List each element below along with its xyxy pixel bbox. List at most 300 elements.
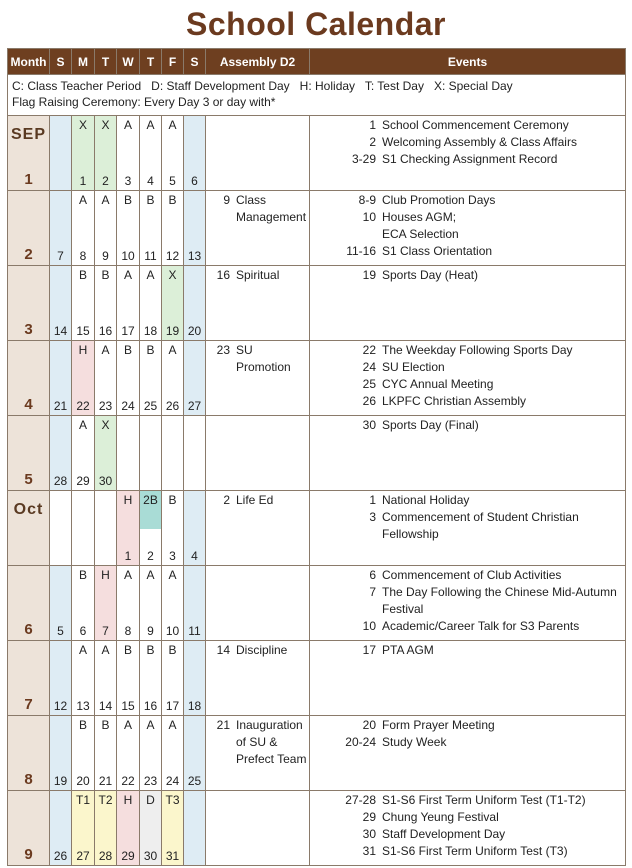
assembly-item	[206, 642, 309, 659]
week-number: 8	[24, 771, 33, 788]
day-number: 20	[76, 774, 90, 788]
day-code: X	[101, 418, 110, 432]
assembly-cell	[206, 641, 310, 716]
day-cell	[162, 791, 184, 866]
month-cell	[8, 116, 50, 191]
assembly-date: 9	[223, 193, 230, 207]
event-date: 3-29	[351, 152, 376, 166]
day-number: 19	[165, 324, 180, 338]
day-code: B	[168, 493, 177, 507]
event-text: S1-S6 First Term Uniform Test (T3)	[382, 844, 568, 858]
event-date: 10	[362, 210, 376, 224]
events-cell	[310, 191, 626, 266]
day-number: 17	[165, 699, 180, 713]
event-item	[310, 267, 625, 284]
assembly-date: 2	[223, 493, 230, 507]
day-number: 10	[121, 249, 135, 263]
day-code: H	[123, 493, 133, 507]
day-cell	[50, 791, 72, 866]
day-cell	[184, 716, 206, 791]
header-events: Events	[310, 49, 626, 75]
day-cell	[95, 191, 117, 266]
day-code: H	[101, 568, 110, 582]
day-code	[184, 191, 205, 193]
header-row	[8, 49, 626, 75]
day-code: A	[101, 343, 110, 357]
day-code: A	[101, 193, 110, 207]
day-cell	[95, 266, 117, 341]
event-text: Commencement of Student Christian Fellowship	[382, 510, 579, 541]
events-cell	[310, 791, 626, 866]
events-cell	[310, 716, 626, 791]
day-cell	[50, 566, 72, 641]
assembly-topic: Spiritual	[236, 268, 280, 282]
event-date: 11-16	[346, 244, 376, 258]
day-code	[95, 491, 116, 493]
assembly-item	[206, 492, 309, 509]
day-code: A	[123, 268, 132, 282]
day-cell	[162, 191, 184, 266]
day-cell	[162, 716, 184, 791]
day-cell	[95, 491, 117, 566]
day-code	[140, 416, 161, 418]
event-item	[310, 792, 625, 809]
day-code: B	[78, 718, 87, 732]
day-cell	[140, 566, 162, 641]
month-cell	[8, 641, 50, 716]
event-text: S1 Checking Assignment Record	[382, 152, 558, 166]
day-code	[50, 116, 71, 118]
day-number: 29	[76, 474, 90, 488]
event-text: Staff Development Day	[382, 827, 506, 841]
assembly-topic: SU Promotion	[236, 343, 291, 374]
event-item	[310, 734, 625, 751]
event-item	[310, 509, 625, 543]
day-code: X	[168, 268, 177, 282]
day-number: 24	[121, 399, 135, 413]
day-number: 21	[53, 399, 68, 413]
day-code	[50, 341, 71, 343]
assembly-cell	[206, 566, 310, 641]
event-item	[310, 151, 625, 168]
day-code: B	[123, 343, 132, 357]
day-cell	[117, 266, 140, 341]
day-cell	[184, 491, 206, 566]
event-item	[310, 342, 625, 359]
event-item	[310, 584, 625, 618]
event-text: SU Election	[382, 360, 445, 374]
day-number: 24	[165, 774, 180, 788]
event-date: 25	[362, 377, 376, 391]
event-text: PTA AGM	[382, 643, 434, 657]
week-row	[8, 341, 626, 416]
day-number: 3	[169, 549, 176, 563]
day-code	[184, 791, 205, 793]
day-cell	[184, 266, 206, 341]
day-number: 6	[191, 174, 198, 188]
day-number: 30	[98, 474, 113, 488]
day-code	[50, 716, 71, 718]
month-label: SEP	[10, 126, 46, 143]
event-item	[310, 393, 625, 410]
day-code: B	[101, 718, 110, 732]
day-cell	[117, 491, 140, 566]
day-code: A	[168, 568, 177, 582]
day-code: A	[168, 343, 177, 357]
day-number: 8	[79, 249, 87, 263]
event-item	[310, 376, 625, 393]
event-text: Sports Day (Heat)	[382, 268, 479, 282]
page-title: School Calendar	[186, 5, 446, 42]
day-number: 23	[98, 399, 113, 413]
day-code: D	[146, 793, 155, 807]
assembly-cell	[206, 716, 310, 791]
day-number: 12	[165, 249, 180, 263]
day-code	[184, 341, 205, 343]
week-number: 6	[24, 621, 33, 638]
day-code: A	[146, 268, 155, 282]
day-code	[184, 641, 205, 643]
day-number: 28	[98, 849, 113, 863]
assembly-topic: Class Management	[236, 193, 307, 224]
assembly-item	[206, 192, 309, 226]
week-row	[8, 566, 626, 641]
day-number: 30	[143, 849, 158, 863]
day-cell	[140, 791, 162, 866]
day-cell	[162, 266, 184, 341]
day-cell	[140, 116, 162, 191]
assembly-cell	[206, 341, 310, 416]
event-text: Club Promotion Days	[382, 193, 496, 207]
day-cell	[162, 416, 184, 491]
event-date: 1	[369, 493, 376, 507]
day-cell	[184, 566, 206, 641]
month-cell	[8, 566, 50, 641]
event-date: 30	[362, 418, 376, 432]
day-cell	[184, 791, 206, 866]
day-code: B	[78, 268, 87, 282]
day-number: 26	[165, 399, 180, 413]
day-cell	[95, 716, 117, 791]
day-number: 27	[187, 399, 202, 413]
event-date: 6	[369, 568, 376, 582]
day-number: 9	[147, 624, 154, 638]
day-number: 11	[144, 249, 157, 263]
header-day: S	[184, 49, 206, 75]
day-number: 14	[98, 699, 113, 713]
event-date: 3	[369, 510, 376, 524]
event-item	[310, 134, 625, 151]
day-code	[184, 416, 205, 418]
day-code	[50, 416, 71, 418]
day-code: B	[146, 343, 155, 357]
day-code: X	[101, 118, 110, 132]
day-code	[184, 716, 205, 718]
day-code: A	[146, 568, 155, 582]
day-code: A	[146, 118, 155, 132]
day-number: 10	[165, 624, 180, 638]
event-item	[310, 642, 625, 659]
events-cell	[310, 491, 626, 566]
event-item	[310, 567, 625, 584]
event-date: 10	[362, 619, 376, 633]
day-code	[117, 416, 139, 418]
day-cell	[117, 716, 140, 791]
event-text: S1-S6 First Term Uniform Test (T1-T2)	[382, 793, 586, 807]
day-cell	[50, 116, 72, 191]
day-code: B	[78, 568, 87, 582]
day-code: A	[168, 118, 177, 132]
event-date: 29	[362, 810, 376, 824]
event-date: 24	[362, 360, 376, 374]
day-code	[50, 566, 71, 568]
day-number: 2	[102, 174, 109, 188]
day-code: T2	[98, 793, 113, 807]
day-number: 15	[76, 324, 90, 338]
day-cell	[50, 341, 72, 416]
day-number: 31	[165, 849, 180, 863]
event-item	[310, 417, 625, 434]
day-number: 7	[102, 624, 109, 638]
event-item	[310, 843, 625, 860]
day-code: B	[146, 643, 155, 657]
day-number: 20	[187, 324, 202, 338]
day-number: 8	[124, 624, 132, 638]
day-cell	[117, 566, 140, 641]
week-number: 9	[24, 846, 33, 863]
day-code: B	[123, 193, 132, 207]
day-cell	[162, 116, 184, 191]
month-cell	[8, 491, 50, 566]
day-number: 1	[124, 549, 132, 563]
assembly-item	[206, 342, 309, 376]
header-day: W	[117, 49, 140, 75]
week-row	[8, 416, 626, 491]
header-assembly: Assembly D2	[206, 49, 310, 75]
event-date: 19	[362, 268, 376, 282]
legend-row	[8, 75, 626, 116]
assembly-date: 16	[216, 268, 230, 282]
day-number: 17	[121, 324, 135, 338]
day-number: 27	[76, 849, 90, 863]
day-cell	[184, 641, 206, 716]
day-code: A	[123, 118, 132, 132]
event-item	[310, 209, 625, 226]
event-date: 31	[362, 844, 376, 858]
day-code	[162, 416, 183, 418]
day-number: 4	[147, 174, 154, 188]
event-text: Commencement of Club Activities	[382, 568, 562, 582]
event-text: The Weekday Following Sports Day	[382, 343, 573, 357]
event-item	[310, 809, 625, 826]
day-code: A	[78, 193, 87, 207]
day-code	[184, 266, 205, 268]
header-day: S	[50, 49, 72, 75]
event-date: 8-9	[358, 193, 376, 207]
event-item	[310, 226, 625, 243]
day-code: A	[168, 718, 177, 732]
day-cell	[184, 191, 206, 266]
day-cell	[184, 341, 206, 416]
assembly-cell	[206, 791, 310, 866]
day-number: 6	[79, 624, 87, 638]
event-item	[310, 492, 625, 509]
day-cell	[72, 191, 95, 266]
events-cell	[310, 416, 626, 491]
day-code: X	[78, 118, 87, 132]
event-text: School Commencement Ceremony	[382, 118, 569, 132]
day-number: 13	[187, 249, 202, 263]
day-cell	[140, 416, 162, 491]
assembly-cell	[206, 416, 310, 491]
event-text: Academic/Career Talk for S3 Parents	[382, 619, 580, 633]
month-cell	[8, 341, 50, 416]
event-item	[310, 618, 625, 635]
day-number: 25	[187, 774, 202, 788]
day-number: 23	[143, 774, 158, 788]
day-code: T3	[165, 793, 180, 807]
day-cell	[95, 566, 117, 641]
day-cell	[117, 191, 140, 266]
day-number: 18	[143, 324, 158, 338]
day-cell	[117, 416, 140, 491]
event-text: Houses AGM;	[382, 210, 457, 224]
day-cell	[50, 716, 72, 791]
week-number: 1	[24, 171, 33, 188]
day-number: 5	[169, 174, 176, 188]
day-cell	[72, 566, 95, 641]
assembly-date: 14	[216, 643, 230, 657]
day-number: 29	[121, 849, 135, 863]
day-code: A	[123, 568, 132, 582]
event-text: The Day Following the Chinese Mid-Autumn Festival	[382, 585, 617, 616]
event-text: ECA Selection	[382, 227, 459, 241]
month-cell	[8, 416, 50, 491]
day-number: 16	[98, 324, 113, 338]
legend	[8, 75, 626, 116]
event-date: 2	[369, 135, 376, 149]
day-cell	[72, 266, 95, 341]
event-date: 1	[369, 118, 376, 132]
day-cell	[117, 791, 140, 866]
day-code	[50, 641, 71, 643]
day-cell	[95, 641, 117, 716]
day-code: B	[101, 268, 110, 282]
day-number: 18	[187, 699, 202, 713]
assembly-topic: Discipline	[236, 643, 288, 657]
day-code	[50, 491, 71, 493]
day-cell	[72, 791, 95, 866]
day-cell	[72, 716, 95, 791]
day-number: 13	[76, 699, 90, 713]
week-row	[8, 116, 626, 191]
event-date: 26	[362, 394, 376, 408]
assembly-date: 23	[216, 343, 230, 357]
event-text: Sports Day (Final)	[382, 418, 479, 432]
assembly-topic: Inauguration of SU & Prefect Team	[236, 718, 307, 766]
day-cell	[72, 341, 95, 416]
day-cell	[72, 491, 95, 566]
day-code: B	[168, 193, 177, 207]
week-row	[8, 191, 626, 266]
day-cell	[162, 641, 184, 716]
day-cell	[95, 791, 117, 866]
day-number: 25	[143, 399, 158, 413]
day-cell	[95, 116, 117, 191]
event-text: National Holiday	[382, 493, 470, 507]
event-item	[310, 243, 625, 260]
day-number: 16	[143, 699, 158, 713]
day-number: 15	[121, 699, 135, 713]
day-code: A	[78, 643, 87, 657]
day-number: 14	[53, 324, 68, 338]
day-cell	[140, 341, 162, 416]
day-cell	[50, 641, 72, 716]
month-label: Oct	[13, 501, 44, 518]
day-code	[50, 266, 71, 268]
events-cell	[310, 266, 626, 341]
assembly-topic: Life Ed	[236, 493, 274, 507]
event-item	[310, 192, 625, 209]
events-cell	[310, 341, 626, 416]
day-code: H	[78, 343, 88, 357]
assembly-item	[206, 267, 309, 284]
day-cell	[140, 191, 162, 266]
event-date: 22	[362, 343, 376, 357]
legend-line: Flag Raising Ceremony: Every Day 3 or day with*	[12, 95, 276, 109]
header-day: M	[72, 49, 95, 75]
week-number: 2	[24, 246, 33, 263]
day-cell	[117, 116, 140, 191]
day-code: B	[168, 643, 177, 657]
day-cell	[50, 266, 72, 341]
day-cell	[72, 116, 95, 191]
month-cell	[8, 266, 50, 341]
event-item	[310, 117, 625, 134]
event-text: S1 Class Orientation	[382, 244, 493, 258]
header-day: T	[140, 49, 162, 75]
legend-line: C: Class Teacher Period D: Staff Development Day H: Holiday T: Test Day X: Special Day	[12, 79, 513, 93]
day-number: 11	[188, 624, 201, 638]
event-text: Welcoming Assembly & Class Affairs	[382, 135, 577, 149]
month-cell	[8, 716, 50, 791]
month-cell	[8, 791, 50, 866]
event-date: 27-28	[345, 793, 376, 807]
day-number: 21	[98, 774, 113, 788]
week-number: 5	[24, 471, 33, 488]
events-cell	[310, 116, 626, 191]
day-cell	[184, 116, 206, 191]
day-number: 7	[57, 249, 64, 263]
events-cell	[310, 566, 626, 641]
day-cell	[162, 491, 184, 566]
day-number: 28	[53, 474, 68, 488]
day-cell	[140, 266, 162, 341]
day-cell	[117, 641, 140, 716]
day-cell	[162, 566, 184, 641]
day-cell	[50, 191, 72, 266]
day-number: 26	[53, 849, 68, 863]
event-date: 20	[362, 718, 376, 732]
day-code	[72, 491, 94, 493]
event-item	[310, 717, 625, 734]
event-text: Chung Yeung Festival	[382, 810, 499, 824]
assembly-item	[206, 717, 309, 768]
events-cell	[310, 641, 626, 716]
day-cell	[50, 416, 72, 491]
day-cell	[140, 716, 162, 791]
assembly-cell	[206, 266, 310, 341]
